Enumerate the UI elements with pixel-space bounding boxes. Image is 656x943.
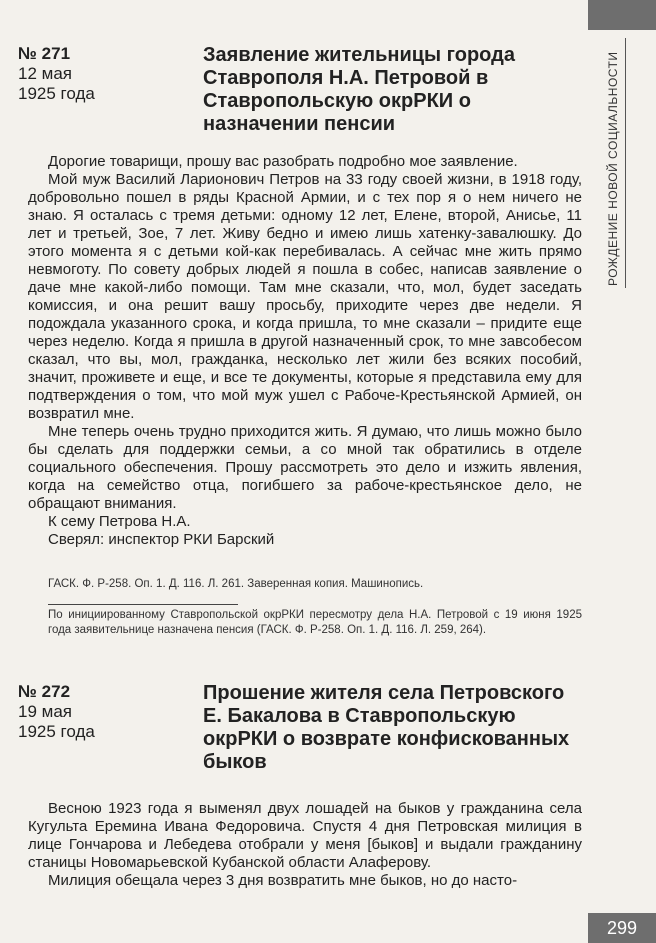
doc-271-paragraph-2: Мой муж Василий Ларионович Петров на 33 году своей жизни, в 1918 году, добровольно пошел в ряды Красной Армии, и с тех пор я о нем ничего не знаю. Я осталась с тремя детьми: одному 12 лет, Елене, второй, Анисье, 11 лет и третьей, Зое, 7 лет. Живу бедно и имею лишь хатенку-завалюшку. До этого момента я с детьми кой-как перебивалась. А сейчас мне жить прямо невмоготу. По совету добрых людей я пошла в собес, написав заявление о даче мне какой-либо помощи. Там мне сказали, что, мол, будет заседать комиссия, и она решит вашу просьбу, приходите через две недели. Я подождала указанного срока, и когда пришла, то мне сказали – придите еще через неделю. Когда я пришла в другой назначенный срок, то мне завсобесом сказал, что вы, мол, гражданка, несколько лет жили без всяких пособий, значит, проживете и еще, и все те документы, которые я представила ему для подтверждения о том, что мой муж ушел с Рабоче-Крестьянской Армией, он возвратил мне. (28, 171, 582, 422)
doc-271-paragraph-1: Дорогие товарищи, прошу вас разобрать подробно мое заявление. (48, 153, 518, 170)
doc-271-note: По инициированному Ставропольской окрРКИ пересмотру дела Н.А. Петровой с 19 июня 1925 года заявительнице назначена пенсия (ГАСК. Ф. Р-258. Оп. 1. Д. 116. Л. 259, 264). (48, 609, 582, 636)
doc-272-paragraph-2: Милиция обещала через 3 дня возвратить мне быков, но до насто- (48, 872, 518, 889)
corner-tab-decoration (588, 0, 656, 30)
doc-272-meta (18, 682, 188, 742)
side-rule (625, 38, 626, 288)
doc-271-signature: К сему Петрова Н.А. (48, 513, 191, 530)
doc-271-verified: Сверял: инспектор РКИ Барский (48, 531, 275, 548)
doc-271-body (28, 153, 582, 549)
doc-271-date-year: 1925 года (18, 84, 95, 103)
doc-272-number: № 272 (18, 682, 71, 701)
doc-272-date-day: 19 мая (18, 702, 72, 721)
page-number: 299 (588, 913, 656, 943)
doc-272-body (28, 800, 582, 890)
running-head: РОЖДЕНИЕ НОВОЙ СОЦИАЛЬНОСТИ (606, 51, 620, 286)
doc-272-title: Прошение жителя села Петровского Е. Бакалова в Ставропольскую окрРКИ о возврате конфискованных быков (203, 682, 570, 773)
doc-271-meta (18, 44, 188, 104)
doc-271-paragraph-3: Мне теперь очень трудно приходится жить. Я думаю, что лишь можно было бы сделать для поддержки семьи, а со мной так обратились в отделе социального обеспечения. Прошу рассмотреть это дело и изжить явления, когда на семейство отца, погибшего за рабоче-крестьянское дело, не обращают внимания. (28, 423, 582, 512)
note-divider (48, 604, 238, 605)
doc-271-source: ГАСК. Ф. Р-258. Оп. 1. Д. 116. Л. 261. Заверенная копия. Машинопись. (48, 578, 424, 590)
doc-272-date-year: 1925 года (18, 722, 95, 741)
doc-271-number: № 271 (18, 44, 71, 63)
doc-272-paragraph-1: Весною 1923 года я выменял двух лошадей на быков у гражданина села Кугульта Еремина Ивана Федоровича. Спустя 4 дня Петровская милиция в лице Гончарова и Лебедева отобрали у меня [быков] и выдали гражданину станицы Новомарьевской Кубанской области Алаферову. (28, 800, 582, 871)
doc-271-date-day: 12 мая (18, 64, 72, 83)
doc-271-title: Заявление жительницы города Ставрополя Н.А. Петровой в Ставропольскую окрРКИ о назначении пенсии (203, 44, 515, 135)
